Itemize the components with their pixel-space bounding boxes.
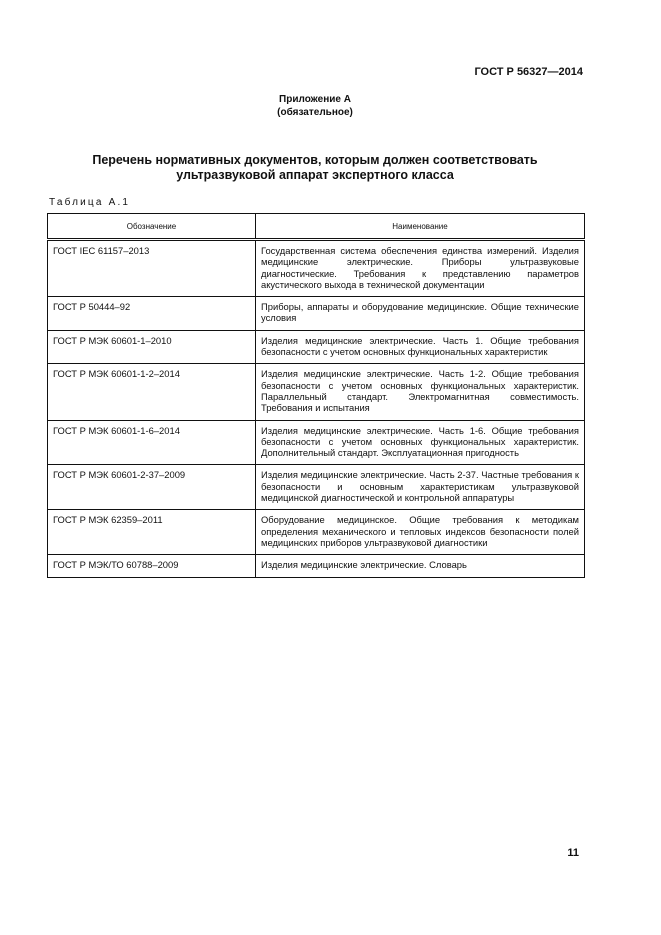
document-title-line-1: Перечень нормативных документов, которым должен соответствовать (92, 153, 538, 167)
normative-documents-table (47, 213, 585, 578)
column-header-designation: Обозначение (48, 214, 256, 240)
page-number: 11 (567, 847, 579, 859)
document-name-cell: Изделия медицинские электрические. Словарь (256, 555, 585, 577)
table-row (48, 364, 585, 420)
document-code-cell: ГОСТ Р МЭК/ТО 60788–2009 (48, 555, 256, 577)
document-name-cell: Изделия медицинские электрические. Часть 1-2. Общие требования безопасности с учетом основных функциональных характеристик. Параллельный стандарт. Электромагнитная совместимость. Требования и испытания (256, 364, 585, 420)
document-title (0, 153, 630, 183)
document-code-cell: ГОСТ Р МЭК 60601-1-6–2014 (48, 420, 256, 465)
document-name-cell: Изделия медицинские электрические. Часть 1-6. Общие требования безопасности с учетом основных функциональных характеристик. Дополнительный стандарт. Эксплуатационная пригодность (256, 420, 585, 465)
document-code-cell: ГОСТ Р 50444–92 (48, 297, 256, 331)
table-row (48, 465, 585, 510)
appendix-status: (обязательное) (277, 107, 353, 118)
table-row (48, 555, 585, 577)
document-name-cell: Изделия медицинские электрические. Часть 2-37. Частные требования к безопасности и основным характеристикам ультразвуковой медицинской диагностической и контрольной аппаратуры (256, 465, 585, 510)
table-row (48, 297, 585, 331)
document-name-cell: Приборы, аппараты и оборудование медицинские. Общие технические условия (256, 297, 585, 331)
column-header-name: Наименование (256, 214, 585, 240)
table-row (48, 330, 585, 364)
standard-code-header: ГОСТ Р 56327—2014 (474, 66, 583, 78)
document-name-cell: Оборудование медицинское. Общие требования к методикам определения механического и тепловых индексов безопасности полей медицинских приборов ультразвуковой диагностики (256, 510, 585, 555)
document-code-cell: ГОСТ Р МЭК 60601-1–2010 (48, 330, 256, 364)
appendix-label: Приложение А (279, 94, 351, 105)
table-header-row (48, 214, 585, 240)
appendix-heading (0, 93, 630, 119)
document-code-cell: ГОСТ Р МЭК 60601-1-2–2014 (48, 364, 256, 420)
document-code-cell: ГОСТ Р МЭК 62359–2011 (48, 510, 256, 555)
table-row (48, 510, 585, 555)
document-code-cell: ГОСТ Р МЭК 60601-2-37–2009 (48, 465, 256, 510)
document-title-line-2: ультразвуковой аппарат экспертного класса (176, 168, 454, 182)
table-row (48, 240, 585, 297)
document-name-cell: Государственная система обеспечения единства измерений. Изделия медицинские электрические. Приборы ультразвуковые диагностические. Требования к представлению параметров акустического выхода в технической документации (256, 240, 585, 297)
table-caption: Таблица А.1 (49, 197, 131, 208)
document-code-cell: ГОСТ IEC 61157–2013 (48, 240, 256, 297)
document-name-cell: Изделия медицинские электрические. Часть 1. Общие требования безопасности с учетом основных функциональных характеристик (256, 330, 585, 364)
table-row (48, 420, 585, 465)
